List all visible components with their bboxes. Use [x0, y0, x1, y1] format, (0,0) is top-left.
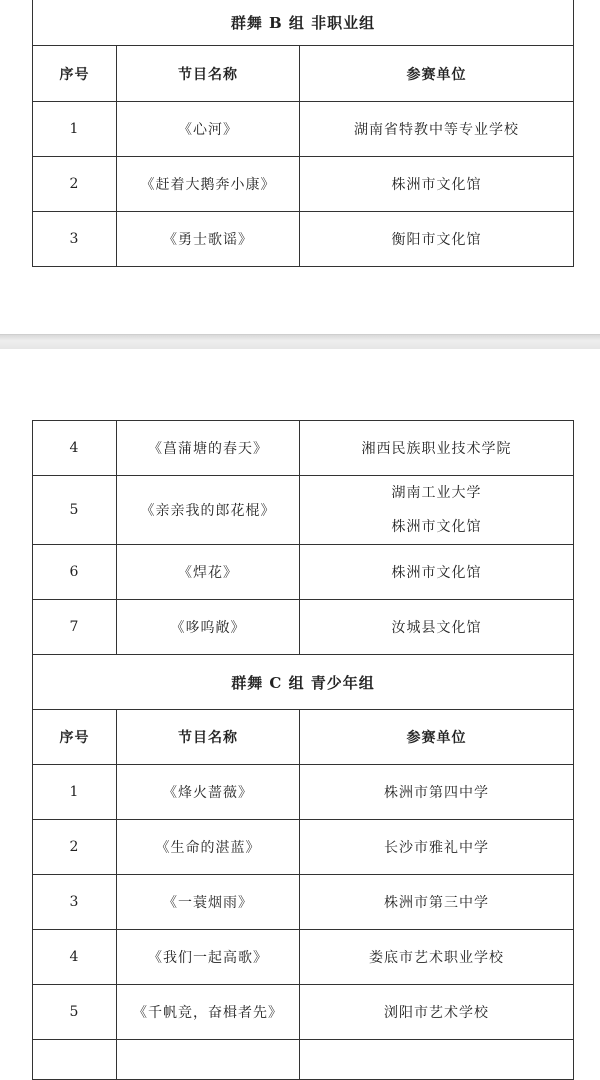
group-c-title-row [33, 655, 574, 710]
header-row [33, 710, 574, 765]
row-name: 《勇士歌谣》 [117, 212, 300, 267]
header-no: 序号 [33, 46, 117, 102]
row-unit-line: 株洲市文化馆 [391, 519, 482, 535]
row-unit: 湖南省特教中等专业学校 [300, 102, 574, 157]
row-no: 1 [33, 102, 117, 157]
row-name [117, 1040, 300, 1080]
row-unit-line: 湖南工业大学 [391, 485, 482, 501]
table-row [33, 930, 574, 985]
row-no: 3 [33, 212, 117, 267]
row-unit: 株洲市第四中学 [300, 765, 574, 820]
table-row [33, 765, 574, 820]
row-no: 6 [33, 545, 117, 600]
header-unit: 参赛单位 [300, 710, 574, 765]
row-name: 《千帆竞，奋楫者先》 [117, 985, 300, 1040]
table-row-partial [33, 1040, 574, 1080]
row-unit: 娄底市艺术职业学校 [300, 930, 574, 985]
row-no: 3 [33, 875, 117, 930]
row-unit: 湘西民族职业技术学院 [300, 421, 574, 476]
table-row [33, 600, 574, 655]
row-name: 《一蓑烟雨》 [117, 875, 300, 930]
row-name: 《心河》 [117, 102, 300, 157]
row-no [33, 1040, 117, 1080]
row-name: 《我们一起高歌》 [117, 930, 300, 985]
row-unit [300, 1040, 574, 1080]
row-no: 2 [33, 157, 117, 212]
group-b-c-table [32, 420, 574, 1080]
table-row [33, 545, 574, 600]
table-row [33, 421, 574, 476]
row-name: 《烽火蔷薇》 [117, 765, 300, 820]
row-no: 5 [33, 476, 117, 545]
document-page-1 [0, 0, 600, 334]
row-unit: 株洲市文化馆 [300, 157, 574, 212]
row-unit: 衡阳市文化馆 [300, 212, 574, 267]
header-row [33, 46, 574, 102]
header-no: 序号 [33, 710, 117, 765]
row-unit: 长沙市雅礼中学 [300, 820, 574, 875]
table-row [33, 212, 574, 267]
row-unit: 株洲市文化馆 [300, 545, 574, 600]
row-unit: 汝城县文化馆 [300, 600, 574, 655]
table-row [33, 102, 574, 157]
row-name: 《亲亲我的郎花棍》 [117, 476, 300, 545]
row-name: 《哆呜敞》 [117, 600, 300, 655]
row-name: 《赶着大鹅奔小康》 [117, 157, 300, 212]
row-name: 《菖蒲塘的春天》 [117, 421, 300, 476]
row-no: 4 [33, 421, 117, 476]
row-unit: 株洲市第三中学 [300, 875, 574, 930]
row-no: 2 [33, 820, 117, 875]
document-page-2 [0, 349, 600, 1051]
group-b-title-row [33, 0, 574, 46]
header-unit: 参赛单位 [300, 46, 574, 102]
row-no: 4 [33, 930, 117, 985]
group-b-table [32, 0, 574, 267]
table-row [33, 820, 574, 875]
header-name: 节目名称 [117, 710, 300, 765]
row-name: 《焊花》 [117, 545, 300, 600]
header-name: 节目名称 [117, 46, 300, 102]
row-name: 《生命的湛蓝》 [117, 820, 300, 875]
row-unit [300, 476, 574, 545]
group-c-title: 群舞 C 组 青少年组 [33, 655, 574, 710]
table-row [33, 157, 574, 212]
group-b-title: 群舞 B 组 非职业组 [33, 0, 574, 46]
table-row [33, 476, 574, 545]
row-unit: 浏阳市艺术学校 [300, 985, 574, 1040]
page-separator [0, 334, 600, 350]
table-row [33, 875, 574, 930]
row-no: 1 [33, 765, 117, 820]
table-row [33, 985, 574, 1040]
row-no: 7 [33, 600, 117, 655]
row-no: 5 [33, 985, 117, 1040]
